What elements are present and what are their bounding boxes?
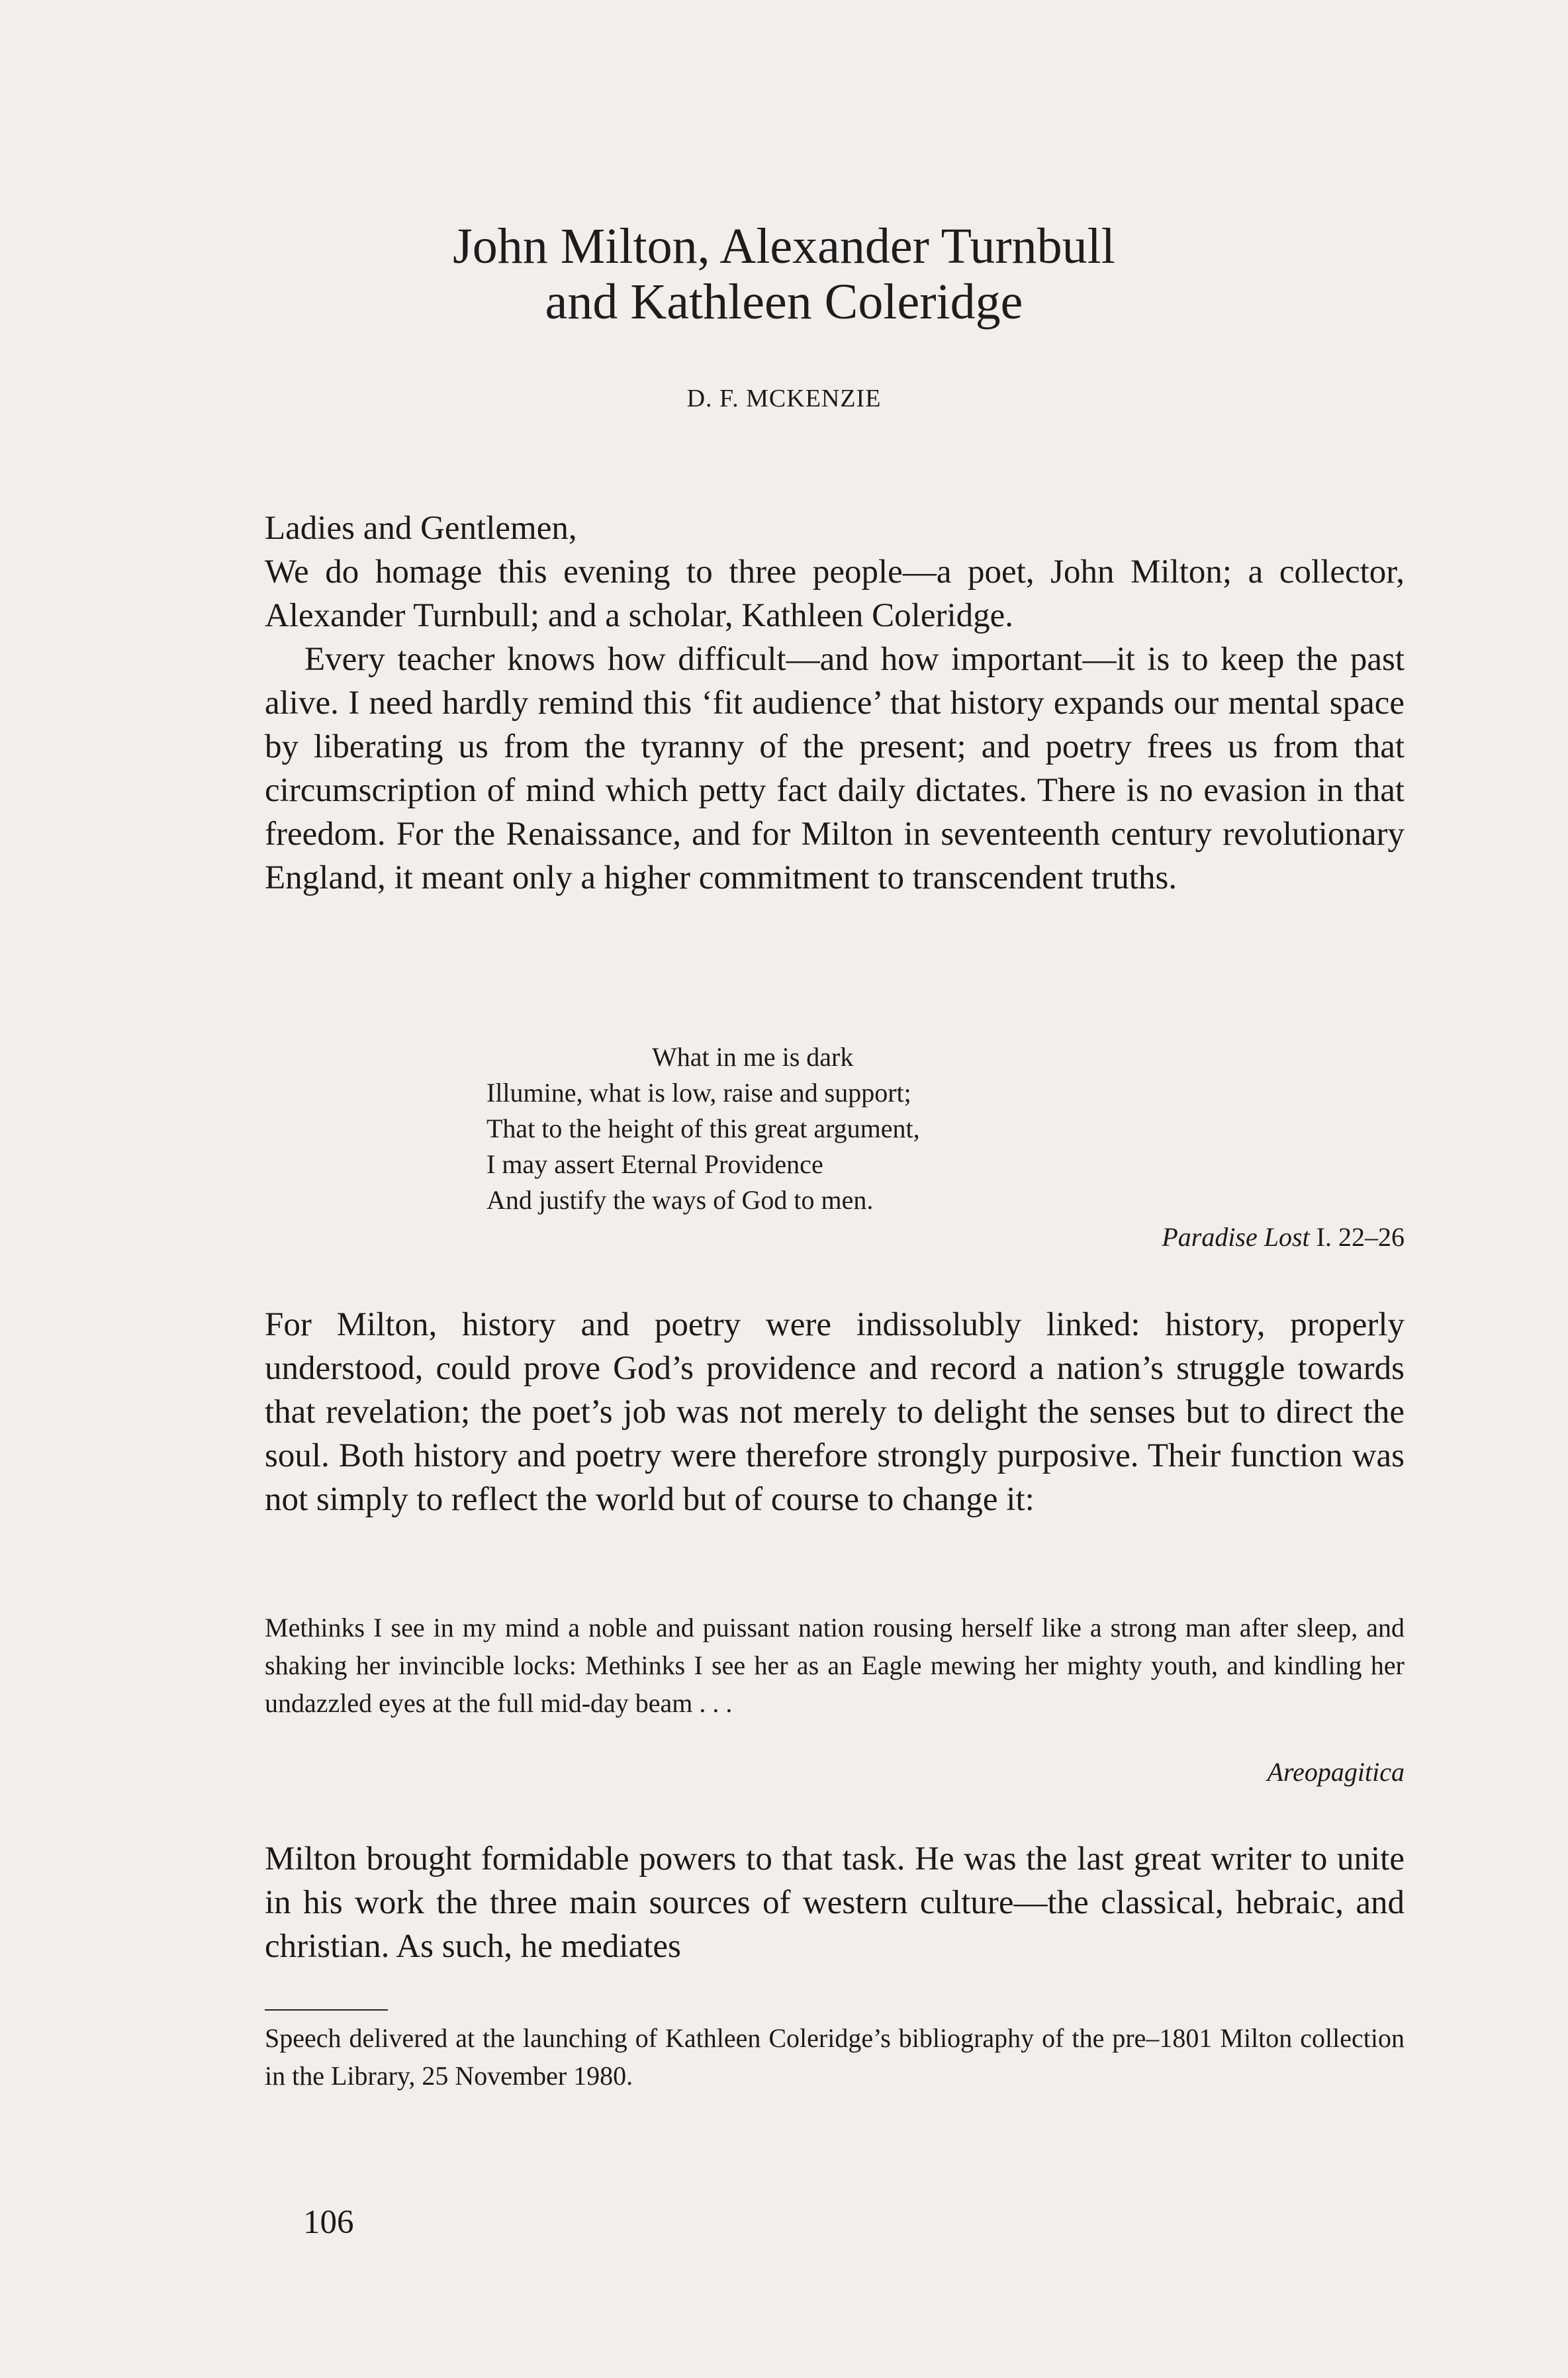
poem-citation: [1162, 1221, 1405, 1253]
title-line-2: and Kathleen Coleridge: [545, 274, 1023, 330]
paragraph-3: For Milton, history and poetry were indissolubly linked: history, properly understood, could prove God’s providence and record a nation’s struggle towards that revelation; the poet’s job was not merely to delight the senses but to direct the soul. Both history and poetry were therefore strongly purposive. Their function was not simply to reflect the world but of course to change it:: [265, 1306, 1405, 1518]
milton-powers-text: [265, 1837, 1405, 1968]
page-number: 106: [303, 2204, 354, 2241]
areopagitica-quotation: Methinks I see in my mind a noble and puissant nation rousing herself like a strong man after sleep, and shaking her invincible locks: Methinks I see her as an Eagle mewing her mighty youth, and kindling her undazzled eyes at the full mid-day beam . . .: [265, 1613, 1405, 1718]
paragraph-1: We do homage this evening to three people—a poet, John Milton; a collector, Alexander Turnbull; and a scholar, Kathleen Coleridge.: [265, 553, 1405, 634]
poem-line: I may assert Eternal Providence: [486, 1149, 823, 1179]
milton-history-text: [265, 1303, 1405, 1521]
citation-reference: I. 22–26: [1309, 1222, 1405, 1252]
salutation: Ladies and Gentlemen,: [265, 510, 577, 547]
quote-citation-title: Areopagitica: [1267, 1757, 1405, 1787]
footnote-divider: [265, 2009, 388, 2011]
poem-line: What in me is dark: [652, 1042, 854, 1072]
poem-quotation: [486, 1039, 920, 1218]
paragraph-4: Milton brought formidable powers to that task. He was the last great writer to unite in his work the three main sources of western culture—the classical, hebraic, and christian. As such, he mediates: [265, 1840, 1405, 1965]
poem-line: That to the height of this great argument,: [486, 1114, 920, 1143]
quote-citation: [1268, 1756, 1405, 1787]
poem-line: Illumine, what is low, raise and support;: [486, 1078, 911, 1108]
author-byline: D. F. MCKENZIE: [686, 385, 882, 412]
article-title: [0, 218, 1568, 330]
paragraph-2: Every teacher knows how difficult—and how important—it is to keep the past alive. I need hardly remind this ‘fit audience’ that history expands our mental space by liberating us from the tyranny of the present; and poetry frees us from that circumscription of mind which petty fact daily dictates. There is no evasion in that freedom. For the Renaissance, and for Milton in seventeenth century revolutionary England, it meant only a higher commitment to transcendent truths.: [265, 641, 1405, 896]
title-line-1: John Milton, Alexander Turnbull: [453, 218, 1115, 274]
poem-line: And justify the ways of God to men.: [486, 1185, 874, 1215]
intro-text: [265, 506, 1405, 900]
citation-title: Paradise Lost: [1162, 1222, 1310, 1252]
footnote: Speech delivered at the launching of Kathleen Coleridge’s bibliography of the pre–1801 Milton collection in the Library, 25 November 1980.: [265, 2023, 1405, 2091]
